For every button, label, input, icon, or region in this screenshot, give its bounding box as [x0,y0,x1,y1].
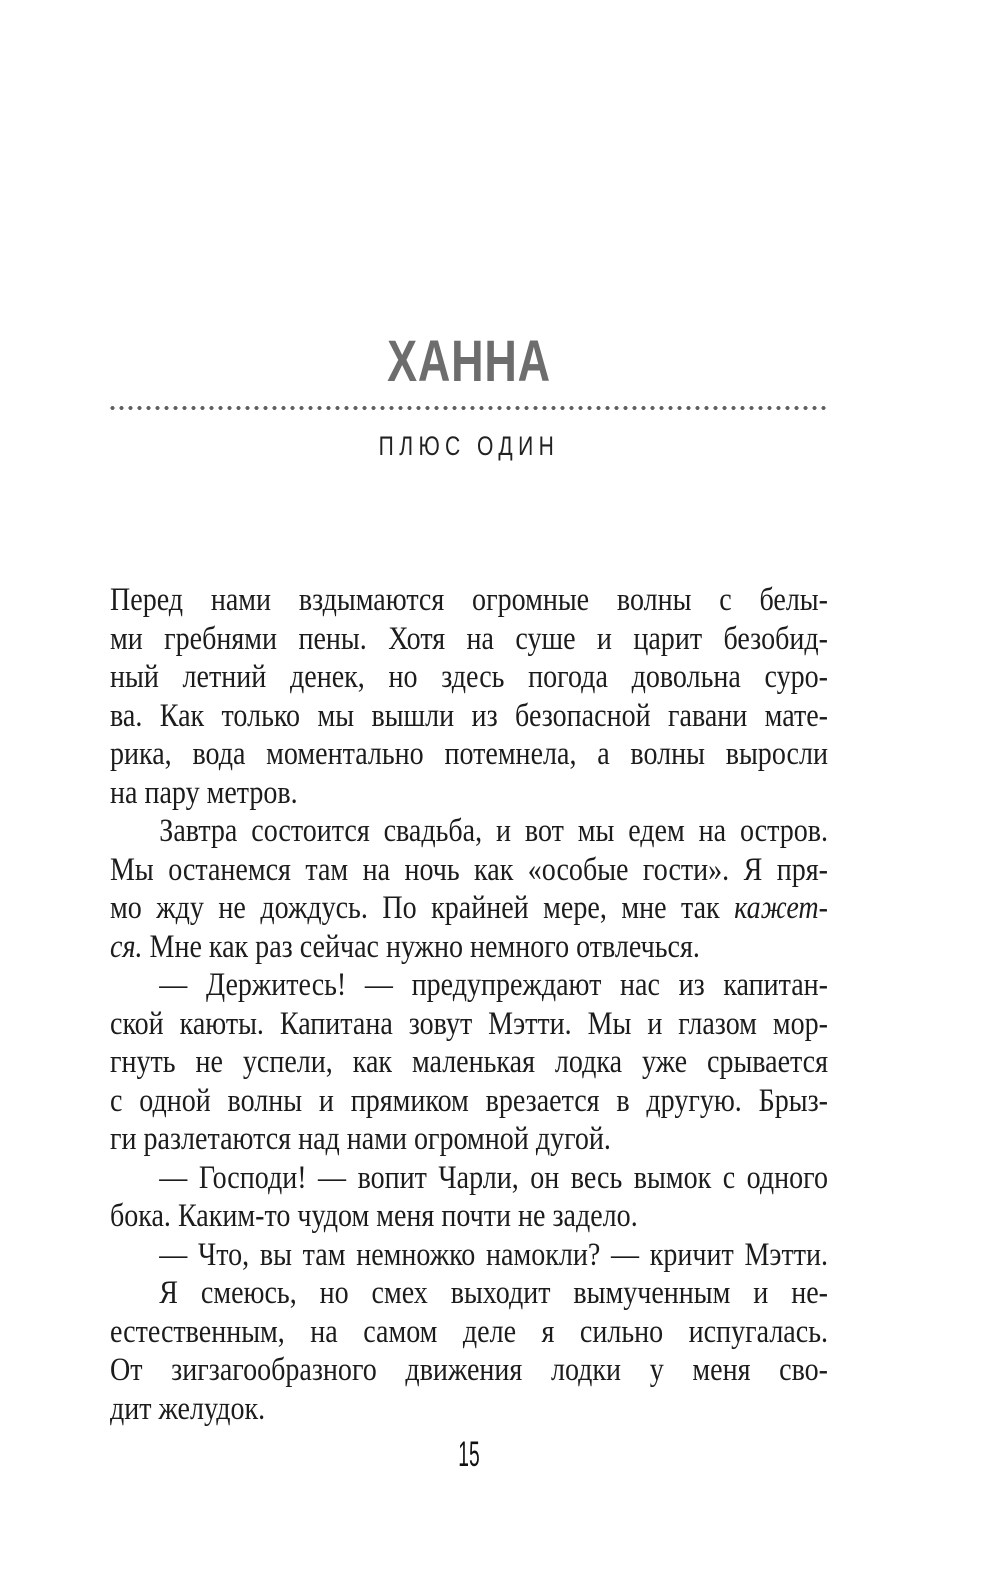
text-line [110,620,828,659]
text-segment: Мне как раз сейчас нужно немного отвлечься. [142,928,700,965]
text-segment: — Господи! — вопит Чарли, он весь вымок с одного [159,1159,828,1196]
text-segment: кажет- [734,890,828,926]
text-line [110,658,828,697]
text-line [110,1120,828,1159]
text-line [110,928,828,967]
text-line [110,1159,828,1198]
dotted-divider [110,405,830,411]
text-line [110,812,828,851]
text-line [110,581,828,620]
text-line [110,1274,828,1313]
text-line [110,735,828,774]
text-segment: гнуть не успели, как маленькая лодка уже срывается [110,1044,828,1080]
text-segment: Перед нами вздымаются огромные волны с белы- [110,582,828,618]
text-line [110,1351,828,1390]
text-segment: бока. Каким-то чудом меня почти не задело. [110,1198,638,1234]
text-segment: ва. Как только мы вышли из безопасной гавани мате- [110,697,828,734]
text-segment: ся. [110,928,143,965]
text-segment: — Держитесь! — предупреждают нас из капитан- [159,967,828,1003]
text-segment: рика, вода моментально потемнела, а волны выросли [110,736,828,772]
text-line [110,966,828,1005]
text-line [110,889,828,928]
text-line [110,1390,828,1429]
text-line [110,1236,828,1275]
body-text [110,581,828,1428]
text-segment: естественным, на самом деле я сильно испугалась. [110,1313,828,1350]
text-line [110,774,828,813]
text-line [110,1082,828,1121]
text-line [110,697,828,736]
text-segment: с одной волны и прямиком врезается в другую. Брыз- [110,1082,828,1119]
text-segment: Мы останемся там на ночь как «особые гости». Я пря- [110,851,828,888]
text-segment: мо жду не дождусь. По крайней мере, мне так [110,890,735,926]
text-segment: Завтра состоится свадьба, и вот мы едем на остров. [159,813,828,849]
text-segment: От зигзагообразного движения лодки у меня сво- [110,1352,828,1388]
text-segment: — Что, вы там немножко намокли? — кричит Мэтти. [159,1236,828,1273]
text-segment: ный летний денек, но здесь погода довольна суро- [110,659,828,695]
text-line [110,1005,828,1044]
text-line [110,1313,828,1352]
chapter-title: ХАННА [387,329,551,394]
page-number: 15 [458,1435,480,1474]
text-segment: ми гребнями пены. Хотя на суше и царит безобид- [110,620,828,657]
text-line [110,1197,828,1236]
chapter-subtitle: ПЛЮС ОДИН [378,431,560,461]
text-line [110,1043,828,1082]
text-segment: дит желудок. [110,1390,266,1427]
text-segment: на пару метров. [110,774,298,811]
text-segment: ги разлетаются над нами огромной дугой. [110,1121,611,1157]
text-segment: ской каюты. Капитана зовут Мэтти. Мы и глазом мор- [110,1005,828,1042]
text-segment: Я смеюсь, но смех выходит вымученным и не- [159,1275,828,1311]
text-line [110,851,828,890]
